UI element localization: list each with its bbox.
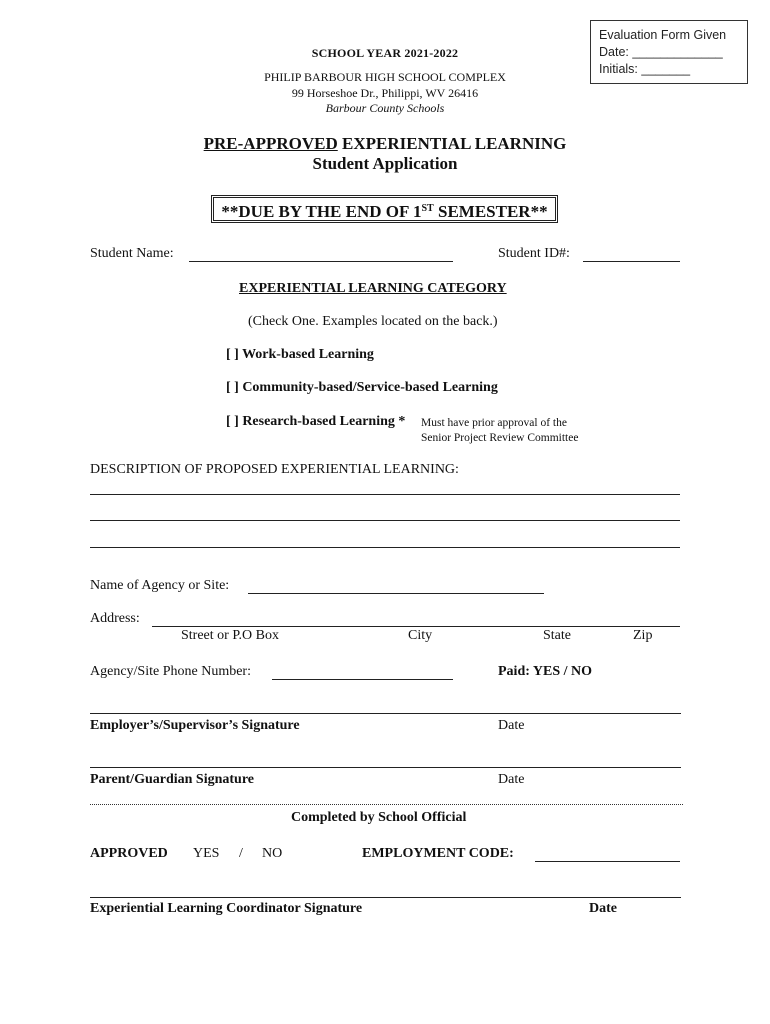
form-title — [150, 134, 620, 154]
employer-date-label: Date — [498, 718, 525, 733]
address-zip-caption: Zip — [633, 628, 653, 643]
employer-signature-label: Employer’s/Supervisor’s Signature — [90, 718, 300, 733]
option-community-based[interactable]: [ ] Community-based/Service-based Learning — [226, 380, 498, 395]
approved-label: APPROVED — [90, 846, 168, 861]
due-notice — [211, 195, 558, 223]
description-line-3[interactable] — [90, 547, 680, 548]
address-field[interactable] — [152, 626, 680, 627]
approved-yes[interactable]: YES — [193, 846, 220, 861]
option-work-based[interactable]: [ ] Work-based Learning — [226, 347, 374, 362]
category-heading: EXPERIENTIAL LEARNING CATEGORY — [239, 281, 507, 296]
coordinator-signature-label: Experiential Learning Coordinator Signature — [90, 901, 363, 916]
evaluation-box — [590, 20, 748, 84]
phone-field[interactable] — [272, 679, 453, 680]
parent-date-label: Date — [498, 772, 525, 787]
school-address: 99 Horseshoe Dr., Philippi, WV 26416 — [291, 86, 479, 100]
school-name: PHILIP BARBOUR HIGH SCHOOL COMPLEX — [264, 70, 506, 84]
student-id-label: Student ID#: — [498, 246, 570, 261]
student-name-label: Student Name: — [90, 246, 174, 261]
due-text-b: SEMESTER** — [433, 202, 548, 221]
official-heading: Completed by School Official — [291, 810, 467, 825]
parent-signature-line[interactable] — [90, 767, 681, 768]
description-label: DESCRIPTION OF PROPOSED EXPERIENTIAL LEARNING: — [90, 462, 459, 477]
school-year: SCHOOL YEAR 2021-2022 — [311, 46, 459, 60]
agency-name-label: Name of Agency or Site: — [90, 578, 230, 593]
approved-slash: / — [239, 846, 243, 861]
address-street-caption: Street or P.O Box — [181, 628, 279, 643]
student-name-field[interactable] — [189, 261, 453, 262]
option-research-based[interactable]: [ ] Research-based Learning * — [226, 414, 406, 429]
section-divider — [90, 804, 683, 805]
coordinator-date-label: Date — [589, 901, 617, 916]
description-line-2[interactable] — [90, 520, 680, 521]
school-district: Barbour County Schools — [325, 101, 445, 115]
paid-yes-no[interactable]: Paid: YES / NO — [498, 664, 592, 679]
employment-code-label: EMPLOYMENT CODE: — [362, 846, 514, 861]
coordinator-signature-line[interactable] — [90, 897, 681, 898]
employment-code-field[interactable] — [535, 861, 680, 862]
evaluation-initials[interactable]: Initials: _______ — [599, 62, 691, 76]
due-superscript: ST — [421, 203, 434, 214]
employer-signature-line[interactable] — [90, 713, 681, 714]
category-instruction: (Check One. Examples located on the back.) — [248, 314, 498, 329]
due-text-a: **DUE BY THE END OF 1 — [221, 202, 422, 221]
form-subtitle: Student Application — [312, 154, 458, 173]
evaluation-date[interactable]: Date: _____________ — [599, 45, 723, 59]
agency-name-field[interactable] — [248, 593, 544, 594]
title-rest: EXPERIENTIAL LEARNING — [337, 134, 567, 153]
address-city-caption: City — [408, 628, 433, 643]
phone-label: Agency/Site Phone Number: — [90, 664, 251, 679]
approved-no[interactable]: NO — [262, 846, 283, 861]
description-line-1[interactable] — [90, 494, 680, 495]
address-label: Address: — [90, 611, 140, 626]
evaluation-form-given: Evaluation Form Given — [599, 28, 727, 42]
research-note-line2: Senior Project Review Committee — [421, 432, 579, 444]
research-note-line1: Must have prior approval of the — [421, 417, 567, 429]
address-state-caption: State — [543, 628, 571, 643]
parent-signature-label: Parent/Guardian Signature — [90, 772, 255, 787]
student-id-field[interactable] — [583, 261, 680, 262]
title-preapproved: PRE-APPROVED — [203, 134, 338, 153]
